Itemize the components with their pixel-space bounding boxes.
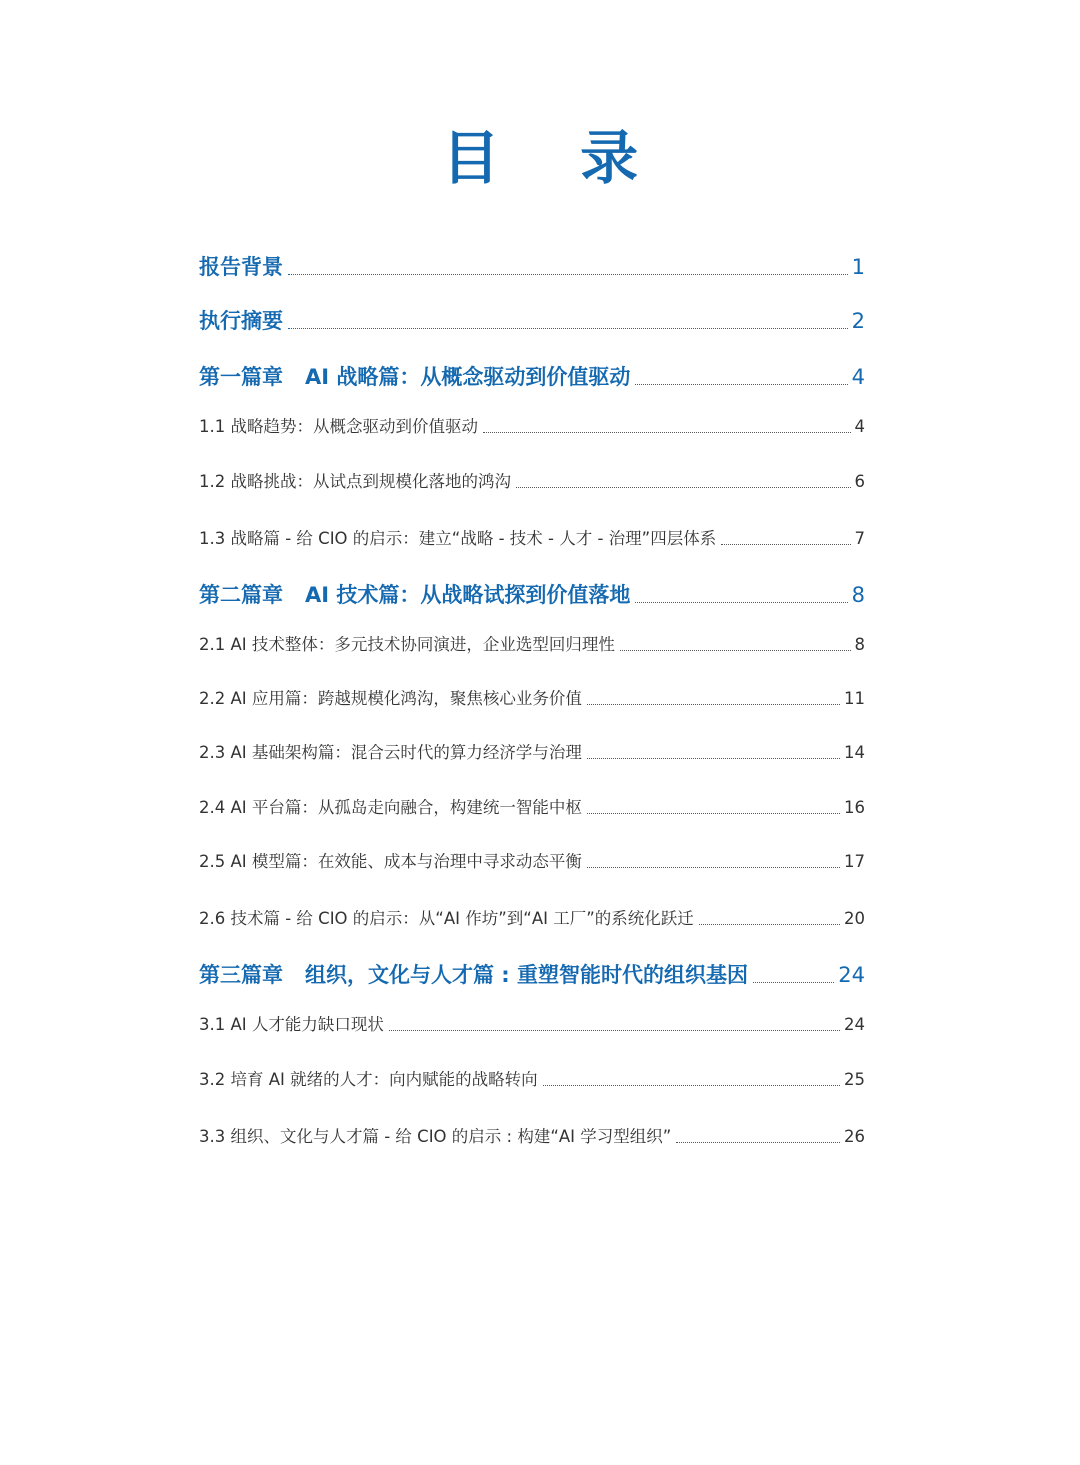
toc-section-entry[interactable] — [199, 1012, 865, 1038]
toc-chapter-entry[interactable] — [199, 252, 865, 282]
dot-leader — [483, 432, 851, 433]
toc-page-number: 4 — [854, 417, 865, 436]
toc-entry-label — [199, 960, 748, 990]
dot-leader — [620, 650, 851, 651]
dot-leader — [635, 384, 847, 385]
dot-leader — [699, 924, 840, 925]
toc-page-number: 6 — [854, 472, 865, 491]
toc-entry-label: 3.1 AI 人才能力缺口现状 — [199, 1015, 384, 1034]
toc-page-number: 1 — [851, 255, 865, 279]
toc-entry-label: 3.2 培育 AI 就绪的人才：向内赋能的战略转向 — [199, 1070, 538, 1089]
toc-entry-label: 2.4 AI 平台篇：从孤岛走向融合，构建统一智能中枢 — [199, 798, 582, 817]
toc-entry-label — [199, 362, 630, 392]
dot-leader — [676, 1142, 840, 1143]
toc-chapter-title: AI 技术篇：从战略试探到价值落地 — [305, 583, 631, 607]
toc-section-entry[interactable] — [199, 526, 865, 552]
toc-section-entry[interactable] — [199, 795, 865, 821]
toc-section-entry[interactable] — [199, 849, 865, 875]
toc-section-entry[interactable] — [199, 1067, 865, 1093]
toc-entry-label: 2.1 AI 技术整体：多元技术协同演进，企业选型回归理性 — [199, 635, 615, 654]
toc-chapter-entry[interactable] — [199, 362, 865, 392]
toc-entry-label: 2.3 AI 基础架构篇：混合云时代的算力经济学与治理 — [199, 743, 582, 762]
toc-entry-label: 报告背景 — [199, 255, 283, 279]
toc-section-entry[interactable] — [199, 906, 865, 932]
toc-page-number: 25 — [844, 1070, 865, 1089]
toc-page-number: 16 — [844, 798, 865, 817]
toc-entry-label — [199, 580, 630, 610]
toc-section-entry[interactable] — [199, 632, 865, 658]
toc-chapter-number: 第一篇章 — [199, 365, 283, 389]
dot-leader — [587, 758, 840, 759]
toc-section-entry[interactable] — [199, 686, 865, 712]
toc-page-number: 14 — [844, 743, 865, 762]
toc-page-number: 2 — [851, 309, 865, 333]
toc-section-entry[interactable] — [199, 1124, 865, 1150]
toc-chapter-number: 第三篇章 — [199, 963, 283, 987]
toc-entry-label: 1.3 战略篇 - 给 CIO 的启示：建立“战略 - 技术 - 人才 - 治理”四层体系 — [199, 529, 717, 548]
page-title: 目 录 — [441, 124, 669, 192]
toc-chapter-entry[interactable] — [199, 960, 865, 990]
dot-leader — [753, 982, 834, 983]
toc-page-number: 17 — [844, 852, 865, 871]
toc-page-number: 8 — [851, 583, 865, 607]
dot-leader — [587, 867, 840, 868]
toc-chapter-entry[interactable] — [199, 306, 865, 336]
toc-entry-label: 2.6 技术篇 - 给 CIO 的启示：从“AI 作坊”到“AI 工厂”的系统化跃迁 — [199, 909, 694, 928]
toc-section-entry[interactable] — [199, 740, 865, 766]
toc-page-number: 24 — [844, 1015, 865, 1034]
dot-leader — [587, 813, 840, 814]
toc-entry-label: 3.3 组织、文化与人才篇 - 给 CIO 的启示 : 构建“AI 学习型组织” — [199, 1127, 672, 1146]
toc-entry-label: 2.2 AI 应用篇：跨越规模化鸿沟，聚焦核心业务价值 — [199, 689, 582, 708]
dot-leader — [516, 487, 851, 488]
toc-page-number: 20 — [844, 909, 865, 928]
toc-entry-label: 1.2 战略挑战：从试点到规模化落地的鸿沟 — [199, 472, 511, 491]
toc-entry-label: 1.1 战略趋势：从概念驱动到价值驱动 — [199, 417, 478, 436]
toc-chapter-entry[interactable] — [199, 580, 865, 610]
dot-leader — [389, 1030, 840, 1031]
toc-chapter-number: 第二篇章 — [199, 583, 283, 607]
dot-leader — [587, 704, 840, 705]
toc-page-number: 7 — [854, 529, 865, 548]
toc-entry-label: 2.5 AI 模型篇：在效能、成本与治理中寻求动态平衡 — [199, 852, 582, 871]
toc-page-number: 4 — [851, 365, 865, 389]
dot-leader — [543, 1085, 840, 1086]
toc-chapter-title: AI 战略篇：从概念驱动到价值驱动 — [305, 365, 631, 389]
dot-leader — [288, 328, 848, 329]
toc-chapter-title: 组织，文化与人才篇 : 重塑智能时代的组织基因 — [305, 963, 749, 987]
dot-leader — [721, 544, 850, 545]
toc-section-entry[interactable] — [199, 469, 865, 495]
toc-entry-label: 执行摘要 — [199, 309, 283, 333]
toc-page-number: 11 — [844, 689, 865, 708]
toc-page-number: 26 — [844, 1127, 865, 1146]
toc-page-number: 8 — [854, 635, 865, 654]
toc-section-entry[interactable] — [199, 414, 865, 440]
toc-page-number: 24 — [838, 963, 865, 987]
dot-leader — [288, 274, 848, 275]
dot-leader — [635, 602, 847, 603]
